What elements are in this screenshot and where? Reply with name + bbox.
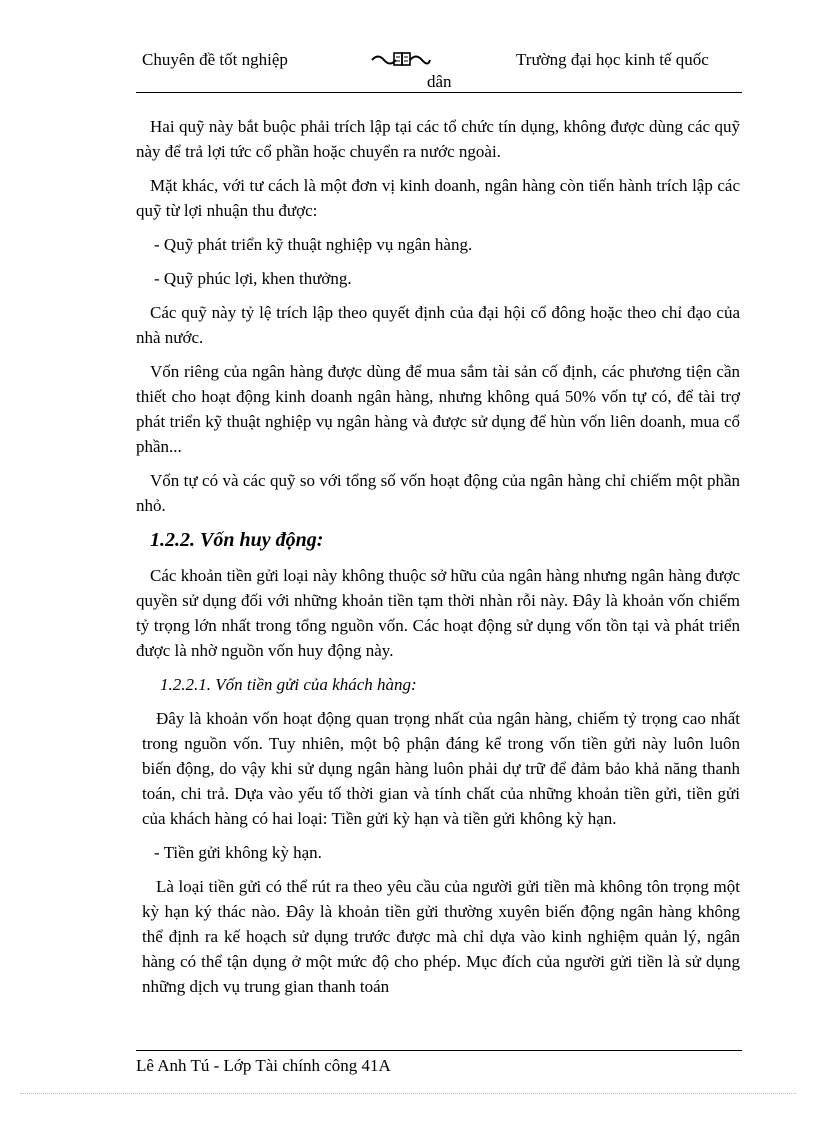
page-edge-dotted-line (20, 1093, 796, 1094)
paragraph: Vốn tự có và các quỹ so với tổng số vốn hoạt động của ngân hàng chỉ chiếm một phần nhỏ. (136, 471, 740, 515)
section-heading: 1.2.2. Vốn huy động: (150, 529, 324, 551)
list-item: - Quỹ phúc lợi, khen thưởng. (154, 269, 352, 288)
page-header (136, 48, 742, 94)
subsection-heading: 1.2.2.1. Vốn tiền gửi của khách hàng: (160, 675, 417, 694)
list-item: - Tiền gửi không kỳ hạn. (154, 843, 322, 862)
header-divider (136, 92, 742, 93)
paragraph: Mặt khác, với tư cách là một đơn vị kinh doanh, ngân hàng còn tiến hành trích lập các quỹ từ lợi nhuận thu được: (136, 176, 740, 220)
book-ornament-icon (370, 50, 432, 70)
paragraph: Các khoản tiền gửi loại này không thuộc sở hữu của ngân hàng nhưng ngân hàng được quyền sử dụng đối với những khoản tiền tạm thời nhàn rỗi này. Đây là khoản vốn chiếm tỷ trọng lớn nhất trong tổng nguồn vốn. Các hoạt động sử dụng vốn tồn tại và phát triển được là nhờ nguồn vốn huy động này. (136, 566, 740, 660)
header-right-title-cont: dân (427, 72, 452, 91)
header-left-title: Chuyên đề tốt nghiệp (142, 50, 288, 69)
paragraph: Đây là khoản vốn hoạt động quan trọng nhất của ngân hàng, chiếm tỷ trọng cao nhất trong nguồn vốn. Tuy nhiên, một bộ phận đáng kể trong vốn tiền gửi này luôn luôn biến động, do vậy khi sử dụng ngân hàng luôn phải dự trữ để đảm bảo khả năng thanh toán, chi trả. Dựa vào yếu tố thời gian và tính chất của những khoản tiền gửi, tiền gửi của khách hàng có hai loại: Tiền gửi kỳ hạn và tiền gửi không kỳ hạn. (142, 709, 740, 828)
page-footer: Lê Anh Tú - Lớp Tài chính công 41A (136, 1056, 391, 1075)
footer-divider (136, 1050, 742, 1051)
paragraph: Là loại tiền gửi có thể rút ra theo yêu cầu của người gửi tiền mà không tôn trọng một kỳ hạn ký thác nào. Đây là khoản tiền gửi thường xuyên biến động ngân hàng không thể định ra kế hoạch sử dụng trước được mà chỉ dựa vào kinh nghiệm quản lý, ngân hàng có thể tận dụng ở một mức độ cho phép. Mục đích của người gửi tiền là sử dụng những dịch vụ trung gian thanh toán (142, 877, 740, 996)
header-right-title: Trường đại học kinh tế quốc (516, 50, 709, 69)
paragraph: Các quỹ này tỷ lệ trích lập theo quyết định của đại hội cổ đông hoặc theo chỉ đạo của nhà nước. (136, 303, 740, 347)
paragraph: Vốn riêng của ngân hàng được dùng để mua sắm tài sản cố định, các phương tiện cần thiết cho hoạt động kinh doanh ngân hàng, nhưng không quá 50% vốn tự có, để tài trợ phát triển kỹ thuật nghiệp vụ ngân hàng và được sử dụng để hùn vốn liên doanh, mua cổ phần... (136, 362, 740, 456)
list-item: - Quỹ phát triển kỹ thuật nghiệp vụ ngân hàng. (154, 235, 473, 254)
paragraph: Hai quỹ này bắt buộc phải trích lập tại các tổ chức tín dụng, không được dùng các quỹ này để trả lợi tức cổ phần hoặc chuyển ra nước ngoài. (136, 117, 740, 161)
page-body (136, 114, 740, 1008)
